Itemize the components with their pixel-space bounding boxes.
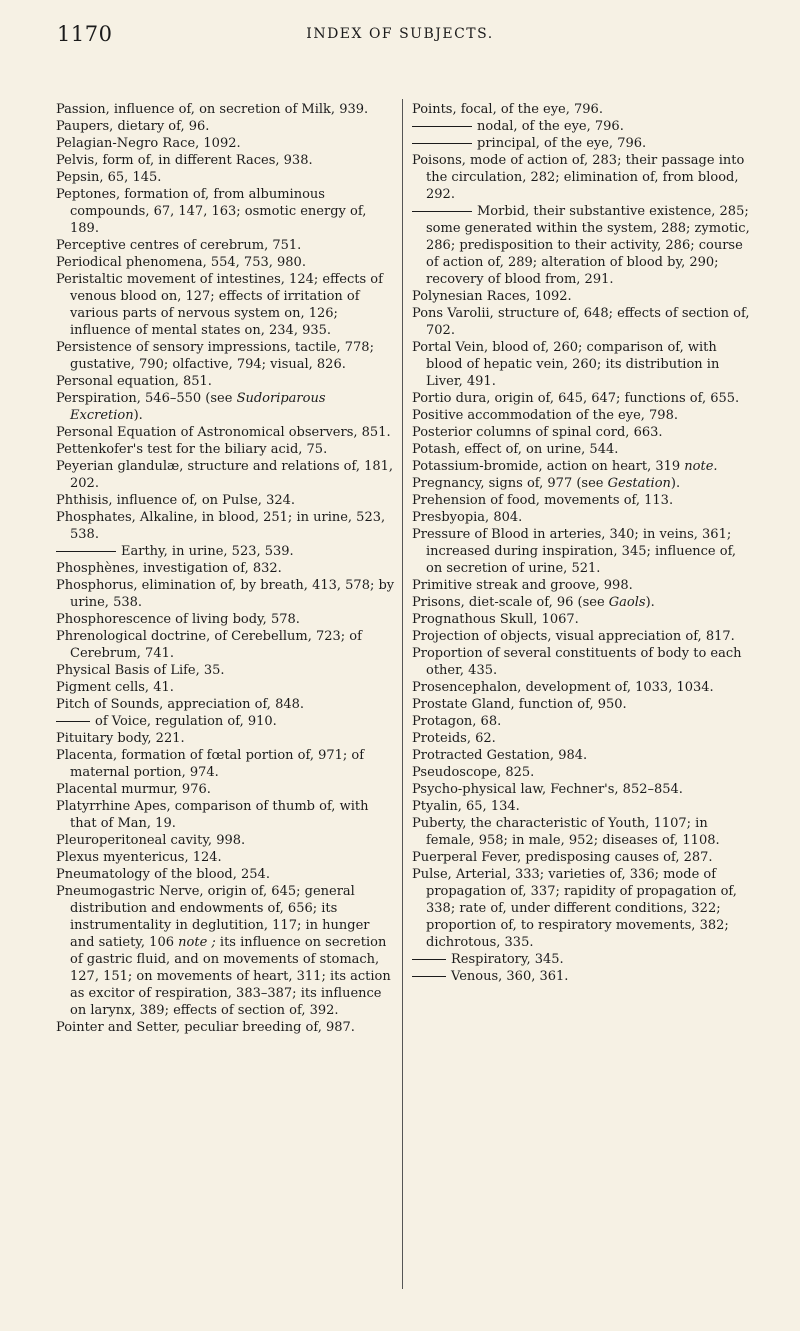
entry-text: Ptyalin, 65, 134. <box>412 799 520 814</box>
index-entry <box>412 747 756 764</box>
index-entry <box>56 628 396 662</box>
entry-text: Phosphorescence of living body, 578. <box>56 612 300 627</box>
ditto-rule <box>412 959 446 960</box>
column-divider <box>402 99 403 1289</box>
entry-text: Pituitary body, 221. <box>56 731 185 746</box>
entry-text: Personal Equation of Astronomical observers, 851. <box>56 425 391 440</box>
index-entry <box>56 730 396 747</box>
entry-text: Pulse, Arterial, 333; varieties of, 336; mode of propagation of, 337; rapidity of propagation of, 338; rate of, under different conditions, 322; proportion of, to respiratory movements, 382; dichrotous, 335. <box>412 867 737 950</box>
index-entry <box>56 271 396 339</box>
index-entry <box>56 135 396 152</box>
entry-text: Morbid, their substantive existence, 285; some generated within the system, 288; zymotic, 286; predisposition to their activity, 286; course of action of, 289; alteration of blood by, 290; recovery of blood from, 291. <box>426 204 750 287</box>
ditto-rule <box>412 126 472 127</box>
entry-text: of Voice, regulation of, 910. <box>95 714 277 729</box>
index-entry <box>412 118 756 135</box>
index-entry <box>56 781 396 798</box>
entry-text: Pelagian-Negro Race, 1092. <box>56 136 241 151</box>
entry-text: Pseudoscope, 825. <box>412 765 535 780</box>
index-entry <box>56 713 396 730</box>
entry-text: Presbyopia, 804. <box>412 510 523 525</box>
entry-text: Potassium-bromide, action on heart, 319 <box>412 459 685 474</box>
index-entry <box>412 798 756 815</box>
entry-text: Placental murmur, 976. <box>56 782 211 797</box>
entry-text: Phosphates, Alkaline, in blood, 251; in urine, 523, 538. <box>56 510 386 542</box>
ditto-rule <box>412 143 472 144</box>
index-entry <box>56 458 396 492</box>
index-entry <box>412 611 756 628</box>
entry-text: Puerperal Fever, predisposing causes of, 287. <box>412 850 713 865</box>
entry-text: nodal, of the eye, 796. <box>477 119 624 134</box>
entry-text: Pneumatology of the blood, 254. <box>56 867 270 882</box>
index-entry <box>412 645 756 679</box>
entry-text: Perceptive centres of cerebrum, 751. <box>56 238 302 253</box>
index-entry <box>412 339 756 390</box>
index-entry <box>412 288 756 305</box>
entry-text: Paupers, dietary of, 96. <box>56 119 210 134</box>
entry-text: Venous, 360, 361. <box>451 969 569 984</box>
entry-text: Platyrrhine Apes, comparison of thumb of, with that of Man, 19. <box>56 799 369 831</box>
entry-text: Phosphorus, elimination of, by breath, 413, 578; by urine, 538. <box>56 578 395 610</box>
entry-text: Phthisis, influence of, on Pulse, 324. <box>56 493 296 508</box>
index-entry <box>412 713 756 730</box>
entry-text: Respiratory, 345. <box>451 952 564 967</box>
entry-text: Pressure of Blood in arteries, 340; in veins, 361; increased during inspiration, 345; influence of, on secretion of urine, 521. <box>412 527 737 576</box>
index-entry <box>56 798 396 832</box>
ditto-rule <box>56 551 116 552</box>
index-entry <box>412 101 756 118</box>
index-entry <box>56 696 396 713</box>
index-entry <box>56 390 396 424</box>
entry-text: Protracted Gestation, 984. <box>412 748 588 763</box>
index-entry <box>412 424 756 441</box>
entry-text: Prostate Gland, function of, 950. <box>412 697 627 712</box>
entry-text: Proportion of several constituents of body to each other, 435. <box>412 646 742 678</box>
entry-italic: Gestation <box>607 476 671 491</box>
index-entry <box>56 101 396 118</box>
entry-text: Projection of objects, visual appreciation of, 817. <box>412 629 735 644</box>
entry-text: Pigment cells, 41. <box>56 680 174 695</box>
index-entry <box>56 679 396 696</box>
ditto-rule <box>412 211 472 212</box>
ditto-rule <box>412 976 446 977</box>
index-entry <box>56 577 396 611</box>
entry-text: Pelvis, form of, in different Races, 938. <box>56 153 313 168</box>
index-entry <box>412 152 756 203</box>
entry-text: Passion, influence of, on secretion of Milk, 939. <box>56 102 369 117</box>
entry-text: Persistence of sensory impressions, tactile, 778; gustative, 790; olfactive, 794; visual, 826. <box>56 340 374 372</box>
index-entry <box>412 951 756 968</box>
index-entry <box>56 339 396 373</box>
index-entry <box>56 849 396 866</box>
entry-text: Prisons, diet-scale of, 96 (see <box>412 595 609 610</box>
entry-text: Prognathous Skull, 1067. <box>412 612 579 627</box>
entry-text: Potash, effect of, on urine, 544. <box>412 442 619 457</box>
entry-text: Physical Basis of Life, 35. <box>56 663 225 678</box>
entry-italic: note. <box>684 459 718 474</box>
index-entry <box>412 407 756 424</box>
right-column <box>412 101 756 985</box>
index-entry <box>412 135 756 152</box>
entry-text: Phosphènes, investigation of, 832. <box>56 561 282 576</box>
index-entry <box>412 968 756 985</box>
index-entry <box>412 866 756 951</box>
entry-text: Plexus myentericus, 124. <box>56 850 222 865</box>
entry-text: Pons Varolii, structure of, 648; effects of section of, 702. <box>412 306 750 338</box>
index-entry <box>412 475 756 492</box>
entry-text: Positive accommodation of the eye, 798. <box>412 408 678 423</box>
index-entry <box>56 883 396 1019</box>
index-entry <box>56 373 396 390</box>
index-entry <box>56 560 396 577</box>
entry-text: Earthy, in urine, 523, 539. <box>121 544 294 559</box>
entry-text: Protagon, 68. <box>412 714 502 729</box>
entry-text: Posterior columns of spinal cord, 663. <box>412 425 663 440</box>
entry-italic: Gaols <box>608 595 646 610</box>
index-entry <box>56 509 396 543</box>
entry-text: Pneumogastric Nerve, origin of, 645; general distribution and endowments of, 656; its instrumentality in deglutition, 117; in hunger and satiety, 106 <box>56 884 370 950</box>
entry-text: Portio dura, origin of, 645, 647; functions of, 655. <box>412 391 740 406</box>
entry-text: Prehension of food, movements of, 113. <box>412 493 674 508</box>
index-entry <box>412 730 756 747</box>
entry-text: Pleuroperitoneal cavity, 998. <box>56 833 246 848</box>
entry-text: Perspiration, 546–550 (see <box>56 391 237 406</box>
index-entry <box>56 832 396 849</box>
index-entry <box>56 152 396 169</box>
index-entry <box>412 696 756 713</box>
index-entry <box>56 118 396 135</box>
entry-text: Pregnancy, signs of, 977 (see <box>412 476 608 491</box>
index-entry <box>56 662 396 679</box>
index-entry <box>412 594 756 611</box>
entry-text: Pepsin, 65, 145. <box>56 170 162 185</box>
index-entry <box>56 611 396 628</box>
index-entry <box>56 1019 396 1036</box>
index-entry <box>412 441 756 458</box>
index-entry <box>412 458 756 475</box>
index-entry <box>56 254 396 271</box>
page-number: 1170 <box>57 22 113 46</box>
entry-text: Prosencephalon, development of, 1033, 1034. <box>412 680 714 695</box>
entry-text: Primitive streak and groove, 998. <box>412 578 633 593</box>
index-entry <box>412 203 756 288</box>
entry-text: Periodical phenomena, 554, 753, 980. <box>56 255 306 270</box>
entry-text: Pettenkofer's test for the biliary acid, 75. <box>56 442 328 457</box>
index-entry <box>412 764 756 781</box>
index-entry <box>56 169 396 186</box>
entry-text: Personal equation, 851. <box>56 374 212 389</box>
entry-text: Peptones, formation of, from albuminous compounds, 67, 147, 163; osmotic energy of, 189. <box>56 187 367 236</box>
index-entry <box>56 866 396 883</box>
entry-text-after: ). <box>133 408 143 423</box>
entry-text: Pitch of Sounds, appreciation of, 848. <box>56 697 305 712</box>
entry-text-after: ). <box>670 476 681 491</box>
entry-italic: Sudoriparous Excretion <box>70 391 326 423</box>
entry-text: Poisons, mode of action of, 283; their passage into the circulation, 282; elimination of, from blood, 292. <box>412 153 745 202</box>
index-entry <box>56 186 396 237</box>
index-entry <box>412 849 756 866</box>
entry-text: Placenta, formation of fœtal portion of, 971; of maternal portion, 974. <box>56 748 365 780</box>
entry-text: Phrenological doctrine, of Cerebellum, 723; of Cerebrum, 741. <box>56 629 362 661</box>
entry-text-after: its influence on secretion of gastric fluid, and on movements of stomach, 127, 151; on movements of heart, 311; its action as excitor of respiration, 383–387; its influence on larynx, 389; effects of section of, 392. <box>70 935 391 1018</box>
index-entry <box>412 628 756 645</box>
index-entry <box>412 509 756 526</box>
index-entry <box>412 781 756 798</box>
running-title: INDEX OF SUBJECTS. <box>306 26 494 42</box>
entry-text: Proteids, 62. <box>412 731 496 746</box>
entry-text: principal, of the eye, 796. <box>477 136 647 151</box>
entry-text: Peristaltic movement of intestines, 124; effects of venous blood on, 127; effects of irritation of various parts of nervous system on, 126; influence of mental states on, 234, 935. <box>56 272 383 338</box>
entry-text: Portal Vein, blood of, 260; comparison of, with blood of hepatic vein, 260; its distribution in Liver, 491. <box>412 340 720 389</box>
index-entry <box>412 679 756 696</box>
index-entry <box>412 492 756 509</box>
index-entry <box>56 424 396 441</box>
ditto-rule <box>56 721 90 722</box>
index-entry <box>56 543 396 560</box>
entry-text: Polynesian Races, 1092. <box>412 289 572 304</box>
entry-text: Psycho-physical law, Fechner's, 852–854. <box>412 782 683 797</box>
index-entry <box>412 526 756 577</box>
index-entry <box>56 441 396 458</box>
entry-text: Puberty, the characteristic of Youth, 1107; in female, 958; in male, 952; diseases of, 1108. <box>412 816 720 848</box>
index-entry <box>412 815 756 849</box>
index-entry <box>412 577 756 594</box>
index-entry <box>56 492 396 509</box>
entry-text: Pointer and Setter, peculiar breeding of, 987. <box>56 1020 355 1035</box>
index-entry <box>412 390 756 407</box>
left-column <box>56 101 396 1036</box>
entry-text-after: ). <box>645 595 655 610</box>
entry-text: Peyerian glandulæ, structure and relations of, 181, 202. <box>56 459 394 491</box>
entry-italic: note ; <box>178 935 216 950</box>
index-entry <box>56 237 396 254</box>
index-entry <box>412 305 756 339</box>
index-entry <box>56 747 396 781</box>
entry-text: Points, focal, of the eye, 796. <box>412 102 603 117</box>
